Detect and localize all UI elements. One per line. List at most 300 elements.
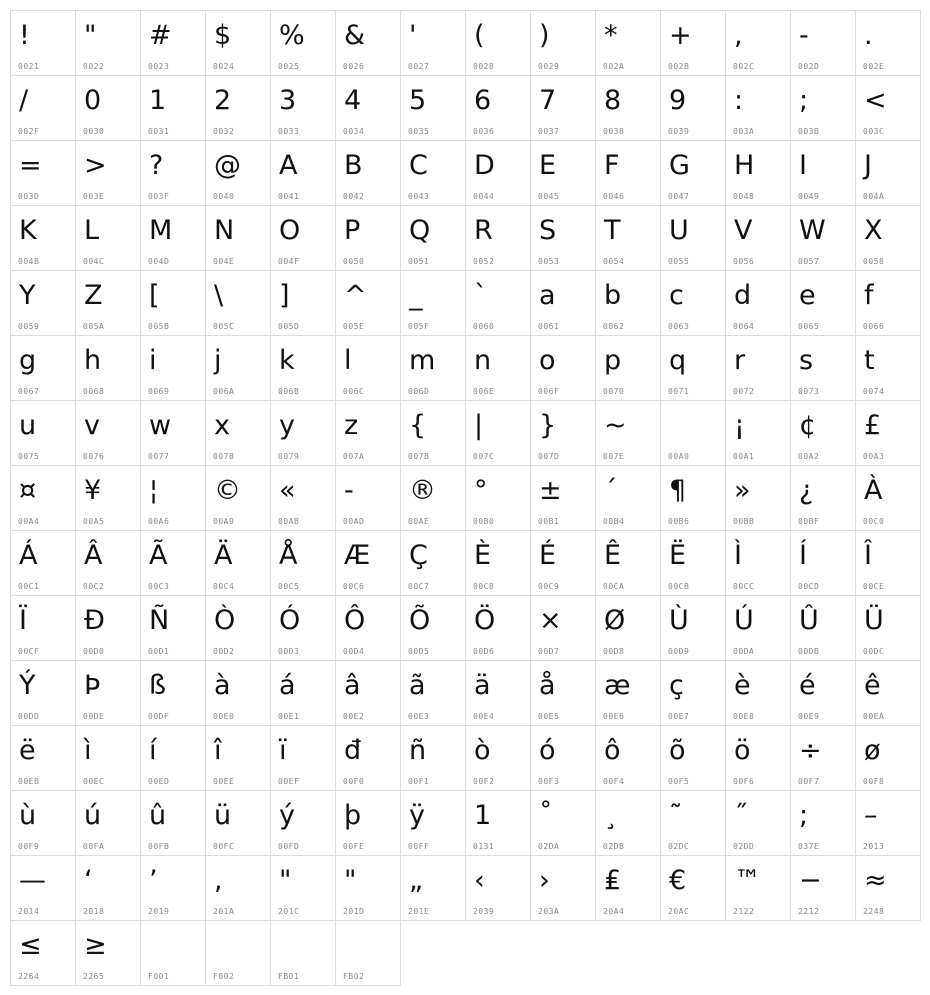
glyph-character: m xyxy=(409,345,436,376)
glyph-codepoint: 00E7 xyxy=(668,712,690,721)
glyph-codepoint: 0071 xyxy=(668,387,690,396)
glyph-cell xyxy=(791,336,856,401)
glyph-cell xyxy=(401,466,466,531)
glyph-cell xyxy=(206,596,271,661)
glyph-character: Ê xyxy=(604,540,622,571)
glyph-character: 7 xyxy=(539,85,557,116)
glyph-cell xyxy=(11,661,76,726)
glyph-codepoint: 00D6 xyxy=(473,647,495,656)
glyph-character: Ò xyxy=(214,605,236,636)
glyph-codepoint: 00E2 xyxy=(343,712,365,721)
glyph-codepoint: 02DB xyxy=(603,842,625,851)
glyph-cell xyxy=(206,206,271,271)
glyph-character: Û xyxy=(799,605,819,636)
glyph-codepoint: 00F5 xyxy=(668,777,690,786)
glyph-character: À xyxy=(864,475,883,506)
glyph-cell xyxy=(141,336,206,401)
glyph-character: t xyxy=(864,345,875,376)
glyph-character: h xyxy=(84,345,102,376)
glyph-cell xyxy=(141,726,206,791)
glyph-cell xyxy=(76,401,141,466)
glyph-codepoint: 003E xyxy=(83,192,105,201)
glyph-codepoint: 002B xyxy=(668,62,690,71)
glyph-codepoint: 201E xyxy=(408,907,430,916)
glyph-codepoint: 00E3 xyxy=(408,712,430,721)
glyph-codepoint: 007A xyxy=(343,452,365,461)
glyph-codepoint: 0024 xyxy=(213,62,235,71)
glyph-cell xyxy=(11,271,76,336)
glyph-codepoint: 00FC xyxy=(213,842,235,851)
glyph-cell xyxy=(466,401,531,466)
glyph-cell xyxy=(206,791,271,856)
glyph-codepoint: 00CE xyxy=(863,582,885,591)
glyph-codepoint: 0065 xyxy=(798,322,820,331)
glyph-character: Ù xyxy=(669,605,689,636)
glyph-codepoint: 002F xyxy=(18,127,40,136)
glyph-character: Ý xyxy=(19,670,36,701)
glyph-codepoint: 00E9 xyxy=(798,712,820,721)
glyph-character: ¿ xyxy=(799,475,814,506)
glyph-cell xyxy=(856,206,921,271)
glyph-codepoint: 20AC xyxy=(668,907,690,916)
glyph-codepoint: 0037 xyxy=(538,127,560,136)
glyph-codepoint: 007E xyxy=(603,452,625,461)
glyph-cell xyxy=(726,466,791,531)
glyph-cell xyxy=(206,726,271,791)
glyph-codepoint: 00F9 xyxy=(18,842,40,851)
glyph-codepoint: 00EA xyxy=(863,712,885,721)
glyph-codepoint: 00CF xyxy=(18,647,40,656)
glyph-codepoint: 00D7 xyxy=(538,647,560,656)
glyph-character: r xyxy=(734,345,746,376)
glyph-codepoint: 00EE xyxy=(213,777,235,786)
glyph-codepoint: 0073 xyxy=(798,387,820,396)
glyph-cell xyxy=(11,401,76,466)
glyph-cell xyxy=(271,726,336,791)
glyph-codepoint: 00C1 xyxy=(18,582,40,591)
glyph-codepoint: 00FD xyxy=(278,842,300,851)
glyph-cell xyxy=(336,661,401,726)
glyph-cell xyxy=(791,11,856,76)
glyph-cell xyxy=(661,726,726,791)
glyph-cell xyxy=(596,76,661,141)
glyph-codepoint: 0026 xyxy=(343,62,365,71)
glyph-character: ÿ xyxy=(409,800,425,831)
glyph-codepoint: 002E xyxy=(863,62,885,71)
glyph-codepoint: 02DC xyxy=(668,842,690,851)
glyph-codepoint: 007D xyxy=(538,452,560,461)
glyph-codepoint: 004C xyxy=(83,257,105,266)
glyph-character: / xyxy=(19,85,29,116)
glyph-cell xyxy=(466,271,531,336)
glyph-cell xyxy=(661,466,726,531)
glyph-cell xyxy=(466,596,531,661)
glyph-cell xyxy=(596,726,661,791)
glyph-codepoint: 0021 xyxy=(18,62,40,71)
glyph-cell xyxy=(76,271,141,336)
glyph-character: H xyxy=(734,150,755,181)
glyph-cell xyxy=(206,271,271,336)
glyph-codepoint: 0022 xyxy=(83,62,105,71)
glyph-character: 5 xyxy=(409,85,427,116)
glyph-character: Đ xyxy=(84,605,105,636)
glyph-codepoint: 0028 xyxy=(473,62,495,71)
glyph-cell xyxy=(726,401,791,466)
glyph-cell xyxy=(206,921,271,986)
glyph-codepoint: 00E8 xyxy=(733,712,755,721)
glyph-character: ë xyxy=(19,735,36,766)
glyph-character: N xyxy=(214,215,235,246)
glyph-character: ì xyxy=(84,735,92,766)
glyph-cell xyxy=(856,141,921,206)
glyph-character: Ô xyxy=(344,605,366,636)
glyph-codepoint: 201C xyxy=(278,907,300,916)
glyph-codepoint: 00D4 xyxy=(343,647,365,656)
glyph-codepoint: 00D3 xyxy=(278,647,300,656)
glyph-character: " xyxy=(344,865,357,896)
glyph-character: S xyxy=(539,215,557,246)
glyph-codepoint: 004D xyxy=(148,257,170,266)
glyph-cell xyxy=(336,76,401,141)
glyph-character: ¶ xyxy=(669,475,687,506)
glyph-cell xyxy=(726,661,791,726)
glyph-cell xyxy=(596,401,661,466)
glyph-codepoint: 007C xyxy=(473,452,495,461)
glyph-character: @ xyxy=(214,150,241,181)
glyph-codepoint: 0038 xyxy=(603,127,625,136)
glyph-character: O xyxy=(279,215,301,246)
glyph-character: + xyxy=(669,20,692,51)
glyph-codepoint: 0131 xyxy=(473,842,495,851)
glyph-character: ¥ xyxy=(84,475,102,506)
glyph-codepoint: 0068 xyxy=(83,387,105,396)
glyph-codepoint: 006F xyxy=(538,387,560,396)
glyph-codepoint: 00C7 xyxy=(408,582,430,591)
glyph-cell xyxy=(791,856,856,921)
glyph-character: Ø xyxy=(604,605,626,636)
glyph-codepoint: 00D5 xyxy=(408,647,430,656)
glyph-character: 9 xyxy=(669,85,687,116)
glyph-character: ™ xyxy=(734,865,761,896)
glyph-cell xyxy=(401,726,466,791)
glyph-cell xyxy=(271,921,336,986)
glyph-codepoint: 0064 xyxy=(733,322,755,331)
glyph-cell xyxy=(726,791,791,856)
glyph-cell xyxy=(726,531,791,596)
glyph-cell xyxy=(856,466,921,531)
glyph-codepoint: 003D xyxy=(18,192,40,201)
glyph-character: â xyxy=(344,670,361,701)
glyph-character: È xyxy=(474,540,492,571)
glyph-character: X xyxy=(864,215,883,246)
glyph-character: Å xyxy=(279,540,298,571)
glyph-codepoint: F001 xyxy=(148,972,170,981)
glyph-character: y xyxy=(279,410,295,441)
glyph-codepoint: 0023 xyxy=(148,62,170,71)
glyph-cell xyxy=(661,596,726,661)
glyph-codepoint: 0066 xyxy=(863,322,885,331)
glyph-codepoint: 006C xyxy=(343,387,365,396)
glyph-cell xyxy=(661,206,726,271)
glyph-codepoint: 0041 xyxy=(278,192,300,201)
glyph-cell xyxy=(76,726,141,791)
glyph-cell xyxy=(141,401,206,466)
glyph-codepoint: 00BB xyxy=(733,517,755,526)
glyph-character: ¦ xyxy=(149,475,159,506)
glyph-cell xyxy=(596,791,661,856)
glyph-codepoint: 00FE xyxy=(343,842,365,851)
glyph-cell xyxy=(466,531,531,596)
glyph-character: ¡ xyxy=(734,410,745,441)
glyph-character: ≤ xyxy=(19,930,42,961)
glyph-codepoint: 2039 xyxy=(473,907,495,916)
glyph-cell xyxy=(141,596,206,661)
glyph-cell xyxy=(596,271,661,336)
glyph-character: „ xyxy=(409,865,423,896)
glyph-cell xyxy=(661,856,726,921)
glyph-character: ý xyxy=(279,800,295,831)
glyph-character: Y xyxy=(19,280,36,311)
glyph-character: î xyxy=(214,735,222,766)
glyph-character: Á xyxy=(19,540,38,571)
glyph-character: £ xyxy=(864,410,882,441)
glyph-codepoint: 02DA xyxy=(538,842,560,851)
glyph-cell xyxy=(141,271,206,336)
glyph-character: Ó xyxy=(279,605,301,636)
glyph-codepoint: 0051 xyxy=(408,257,430,266)
glyph-character: , xyxy=(214,865,223,896)
glyph-character: Ë xyxy=(669,540,687,571)
glyph-cell xyxy=(661,76,726,141)
glyph-cell xyxy=(141,466,206,531)
glyph-character: ¢ xyxy=(799,410,817,441)
glyph-cell xyxy=(11,726,76,791)
glyph-codepoint: 0070 xyxy=(603,387,625,396)
glyph-cell xyxy=(726,271,791,336)
glyph-codepoint: 00DF xyxy=(148,712,170,721)
glyph-codepoint: 006D xyxy=(408,387,430,396)
glyph-cell xyxy=(791,791,856,856)
glyph-cell xyxy=(466,11,531,76)
glyph-cell xyxy=(726,141,791,206)
glyph-cell xyxy=(726,856,791,921)
glyph-cell xyxy=(791,271,856,336)
glyph-character: à xyxy=(214,670,231,701)
glyph-character: ú xyxy=(84,800,102,831)
glyph-character: 3 xyxy=(279,85,297,116)
glyph-codepoint: 0032 xyxy=(213,127,235,136)
glyph-cell xyxy=(531,76,596,141)
glyph-cell xyxy=(726,726,791,791)
glyph-codepoint: 00F3 xyxy=(538,777,560,786)
glyph-codepoint: 0061 xyxy=(538,322,560,331)
glyph-codepoint: 00E4 xyxy=(473,712,495,721)
glyph-codepoint: 0056 xyxy=(733,257,755,266)
glyph-character: ? xyxy=(149,150,164,181)
glyph-cell xyxy=(141,76,206,141)
glyph-character: ó xyxy=(539,735,556,766)
glyph-character: Í xyxy=(799,540,807,571)
glyph-codepoint: 2014 xyxy=(18,907,40,916)
glyph-codepoint: 00F7 xyxy=(798,777,820,786)
glyph-character: Ã xyxy=(149,540,168,571)
glyph-character: — xyxy=(19,865,46,896)
glyph-character: ÷ xyxy=(799,735,822,766)
glyph-cell xyxy=(76,791,141,856)
glyph-character: ≥ xyxy=(84,930,107,961)
glyph-character: € xyxy=(669,865,687,896)
glyph-cell xyxy=(336,466,401,531)
glyph-cell xyxy=(856,401,921,466)
glyph-cell xyxy=(141,141,206,206)
glyph-character: í xyxy=(149,735,157,766)
glyph-cell xyxy=(76,856,141,921)
glyph-cell xyxy=(401,401,466,466)
glyph-codepoint: 0053 xyxy=(538,257,560,266)
glyph-codepoint: 00B0 xyxy=(473,517,495,526)
glyph-codepoint: 2122 xyxy=(733,907,755,916)
glyph-cell xyxy=(76,661,141,726)
glyph-cell xyxy=(76,466,141,531)
glyph-character: ê xyxy=(864,670,881,701)
glyph-codepoint: 00DC xyxy=(863,647,885,656)
glyph-character: ± xyxy=(539,475,562,506)
glyph-character: I xyxy=(799,150,807,181)
glyph-character: 0 xyxy=(84,85,102,116)
glyph-character: a xyxy=(539,280,556,311)
glyph-character: ! xyxy=(19,20,30,51)
glyph-cell xyxy=(76,141,141,206)
glyph-character: > xyxy=(84,150,107,181)
glyph-cell xyxy=(726,596,791,661)
glyph-character: é xyxy=(799,670,816,701)
glyph-cell xyxy=(141,856,206,921)
glyph-character: ß xyxy=(149,670,167,701)
glyph-character: w xyxy=(149,410,172,441)
glyph-cell xyxy=(76,76,141,141)
glyph-character: û xyxy=(149,800,167,831)
glyph-cell xyxy=(791,401,856,466)
glyph-cell xyxy=(336,336,401,401)
glyph-codepoint: 0078 xyxy=(213,452,235,461)
glyph-codepoint: 00ED xyxy=(148,777,170,786)
glyph-character: Æ xyxy=(344,540,371,571)
glyph-codepoint: 0030 xyxy=(83,127,105,136)
glyph-cell xyxy=(76,206,141,271)
glyph-character: Ú xyxy=(734,605,754,636)
glyph-codepoint: 00DD xyxy=(18,712,40,721)
glyph-character: ä xyxy=(474,670,491,701)
glyph-cell xyxy=(336,596,401,661)
glyph-codepoint: 002D xyxy=(798,62,820,71)
glyph-codepoint: 00A3 xyxy=(863,452,885,461)
glyph-cell xyxy=(661,661,726,726)
glyph-codepoint: 0074 xyxy=(863,387,885,396)
glyph-codepoint: 005D xyxy=(278,322,300,331)
glyph-character: % xyxy=(279,20,305,51)
glyph-codepoint: 0069 xyxy=(148,387,170,396)
glyph-codepoint: 00DB xyxy=(798,647,820,656)
glyph-character: s xyxy=(799,345,814,376)
glyph-character: U xyxy=(669,215,689,246)
glyph-codepoint: 0067 xyxy=(18,387,40,396)
glyph-character: R xyxy=(474,215,493,246)
glyph-cell xyxy=(271,791,336,856)
glyph-codepoint: 005E xyxy=(343,322,365,331)
glyph-codepoint: 00AB xyxy=(278,517,300,526)
glyph-cell xyxy=(596,531,661,596)
glyph-cell xyxy=(336,856,401,921)
glyph-cell xyxy=(271,271,336,336)
glyph-cell xyxy=(336,11,401,76)
glyph-character: g xyxy=(19,345,37,376)
glyph-cell xyxy=(596,596,661,661)
glyph-codepoint: 0050 xyxy=(343,257,365,266)
glyph-cell xyxy=(856,336,921,401)
glyph-cell xyxy=(206,11,271,76)
glyph-cell xyxy=(401,271,466,336)
glyph-codepoint: 0060 xyxy=(473,322,495,331)
glyph-character: L xyxy=(84,215,100,246)
glyph-cell xyxy=(206,531,271,596)
glyph-character: M xyxy=(149,215,173,246)
glyph-character: Î xyxy=(864,540,872,571)
glyph-character: C xyxy=(409,150,428,181)
glyph-cell xyxy=(856,76,921,141)
glyph-character: ø xyxy=(864,735,881,766)
glyph-codepoint: 0042 xyxy=(343,192,365,201)
glyph-cell xyxy=(76,531,141,596)
glyph-codepoint: 0079 xyxy=(278,452,300,461)
glyph-codepoint: 00C0 xyxy=(863,517,885,526)
glyph-character: K xyxy=(19,215,37,246)
glyph-character: Ï xyxy=(19,605,27,636)
glyph-character: o xyxy=(539,345,556,376)
glyph-cell xyxy=(596,466,661,531)
glyph-character: < xyxy=(864,85,887,116)
glyph-codepoint: 005C xyxy=(213,322,235,331)
glyph-cell xyxy=(531,661,596,726)
glyph-codepoint: 00D8 xyxy=(603,647,625,656)
glyph-character: ) xyxy=(539,20,550,51)
glyph-codepoint: 0063 xyxy=(668,322,690,331)
glyph-character: ‹ xyxy=(474,865,485,896)
glyph-cell xyxy=(401,11,466,76)
glyph-cell xyxy=(401,596,466,661)
glyph-cell xyxy=(791,661,856,726)
glyph-character: 1 xyxy=(474,800,492,831)
glyph-cell xyxy=(271,661,336,726)
glyph-character: Õ xyxy=(409,605,431,636)
glyph-cell xyxy=(11,531,76,596)
glyph-cell xyxy=(596,206,661,271)
glyph-cell xyxy=(271,11,336,76)
glyph-character: ‘ xyxy=(84,865,93,896)
glyph-codepoint: 0059 xyxy=(18,322,40,331)
glyph-character: $ xyxy=(214,20,232,51)
glyph-cell xyxy=(141,921,206,986)
glyph-codepoint: 00FF xyxy=(408,842,430,851)
glyph-character: b xyxy=(604,280,622,311)
glyph-codepoint: 004F xyxy=(278,257,300,266)
glyph-cell xyxy=(856,791,921,856)
glyph-codepoint: 0033 xyxy=(278,127,300,136)
glyph-codepoint: 00B1 xyxy=(538,517,560,526)
glyph-character: G xyxy=(669,150,690,181)
glyph-cell xyxy=(206,141,271,206)
glyph-cell xyxy=(791,531,856,596)
glyph-cell xyxy=(856,661,921,726)
